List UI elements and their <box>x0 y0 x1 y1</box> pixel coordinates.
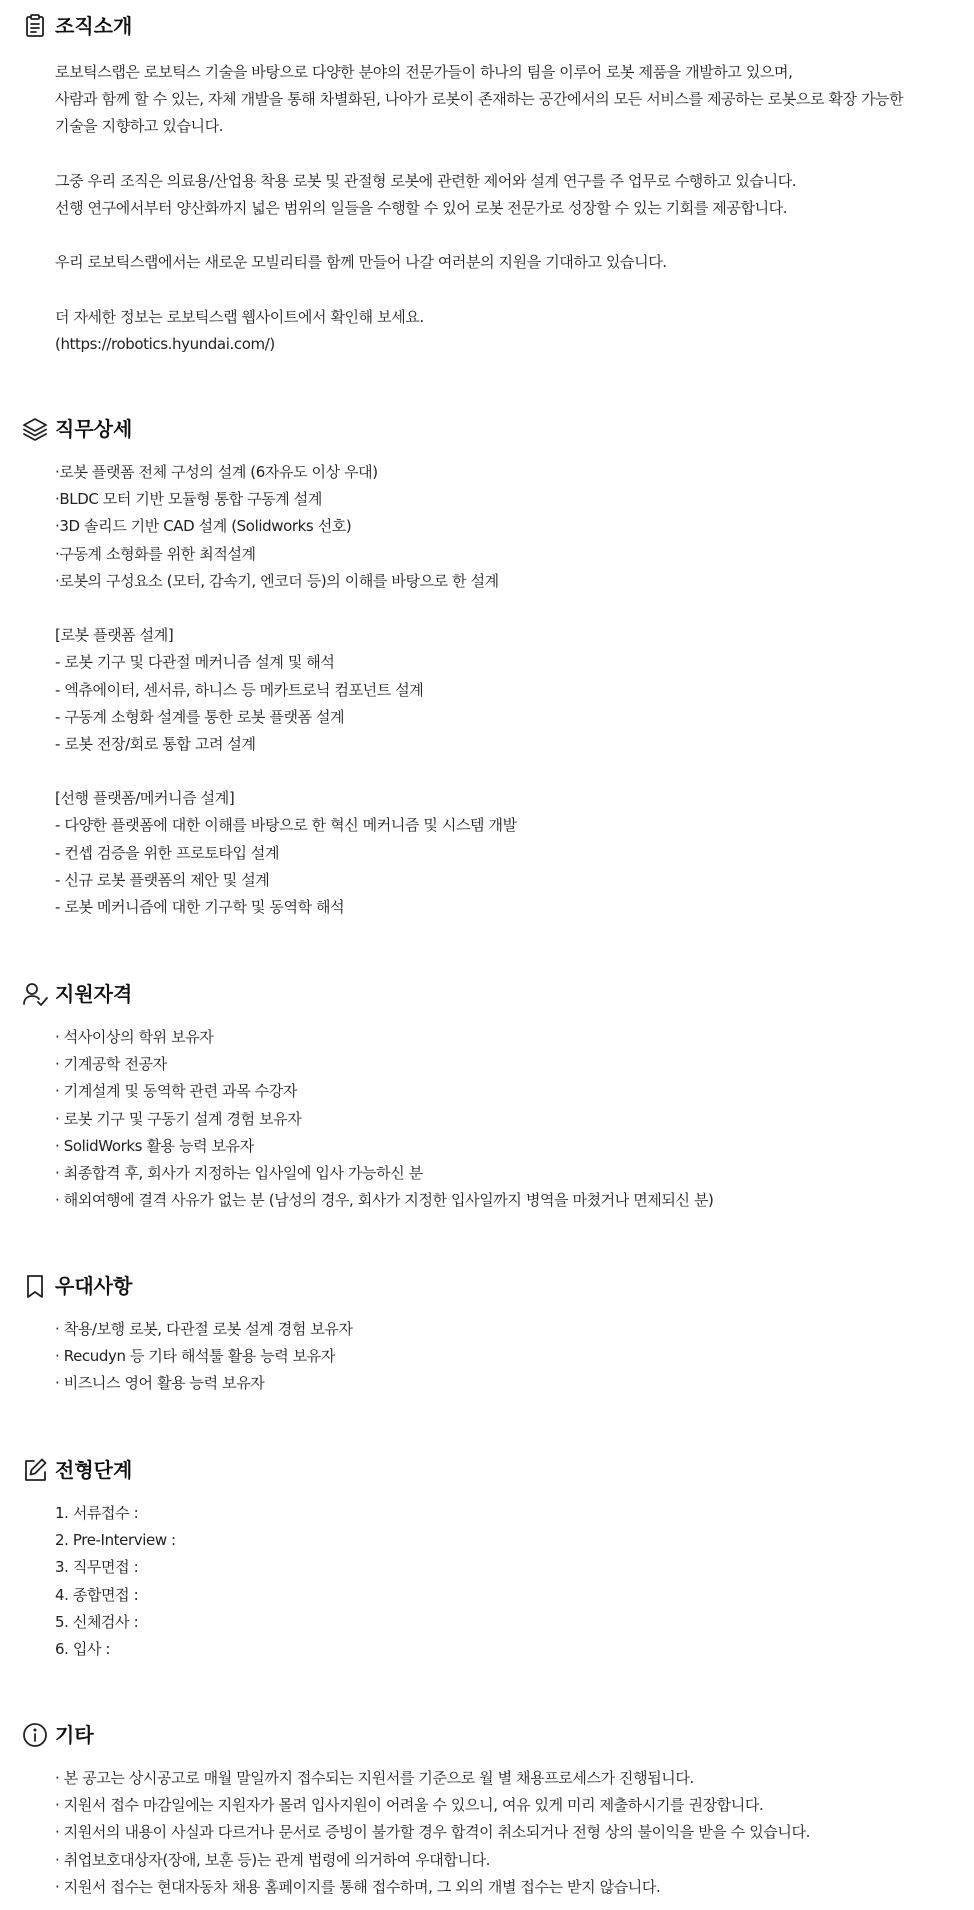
text-line: 더 자세한 정보는 로보틱스랩 웹사이트에서 확인해 보세요. <box>55 307 424 326</box>
section-preferred <box>0 1271 974 1393</box>
list-item: · 취업보호대상자(장애, 보훈 등)는 관계 법령에 의거하여 우대합니다. <box>55 1850 491 1869</box>
section-body <box>55 59 965 358</box>
list-item: · 석사이상의 학위 보유자 <box>55 1028 214 1046</box>
section-body <box>55 1765 965 1901</box>
section-title: 조직소개 <box>55 14 133 38</box>
blank-line <box>55 277 965 304</box>
blank-line <box>55 222 965 249</box>
info-icon <box>22 1722 48 1748</box>
list-item: · SolidWorks 활용 능력 보유자 <box>55 1136 254 1155</box>
list-item: · 최종합격 후, 회사가 지정하는 입사일에 입사 가능하신 분 <box>55 1163 423 1182</box>
list-item: · Recudyn 등 기타 해석툴 활용 능력 보유자 <box>55 1347 335 1366</box>
section-preferred-header <box>0 1271 974 1303</box>
user-check-icon <box>22 981 48 1007</box>
text-line: ·BLDC 모터 기반 모듈형 통합 구동계 설계 <box>55 490 322 509</box>
section-org <box>0 11 974 353</box>
section-title: 직무상세 <box>55 417 133 441</box>
list-item: · 지원서의 내용이 사실과 다르거나 문서로 증빙이 불가할 경우 합격이 취소되거나 전형 상의 불이익을 받을 수 있습니다. <box>55 1823 810 1842</box>
text-line: - 로봇 기구 및 다관절 메커니즘 설계 및 해석 <box>55 653 335 672</box>
blank-line <box>55 758 965 785</box>
text-line: - 다양한 플랫폼에 대한 이해를 바탕으로 한 혁신 메커니즘 및 시스템 개발 <box>55 816 517 835</box>
text-line: - 신규 로봇 플랫폼의 제안 및 설계 <box>55 870 270 889</box>
text-line: - 엑츄에이터, 센서류, 하니스 등 메카트로닉 컴포넌트 설계 <box>55 680 424 699</box>
text-line: 그중 우리 조직은 의료용/산업용 착용 로봇 및 관절형 로봇에 관련한 제어와 설계 연구를 주 업무로 수행하고 있습니다. <box>55 171 797 190</box>
text-line: ·로봇 플랫폼 전체 구성의 설계 (6자유도 이상 우대) <box>55 463 378 481</box>
list-item: · 착용/보행 로봇, 다관절 로봇 설계 경험 보유자 <box>55 1320 353 1338</box>
list-item: 5. 신체검사 : <box>55 1612 139 1631</box>
list-item: 3. 직무면접 : <box>55 1558 139 1577</box>
section-etc-header <box>0 1720 974 1752</box>
list-item: · 본 공고는 상시공고로 매월 말일까지 접수되는 지원서를 기준으로 월 별 채용프로세스가 진행됩니다. <box>55 1769 694 1787</box>
clipboard-icon <box>22 13 48 39</box>
list-item: · 비즈니스 영어 활용 능력 보유자 <box>55 1374 265 1393</box>
section-duty-header <box>0 414 974 446</box>
text-line: 기술을 지향하고 있습니다. <box>55 117 224 136</box>
text-line: 로보틱스랩은 로보틱스 기술을 바탕으로 다양한 분야의 전문가들이 하나의 팀을 이루어 로봇 제품을 개발하고 있으며, <box>55 63 793 81</box>
section-qualifications-header <box>0 979 974 1011</box>
layers-icon <box>22 416 48 442</box>
text-line: 선행 연구에서부터 양산화까지 넓은 범위의 일들을 수행할 수 있어 로봇 전문가로 성장할 수 있는 기회를 제공합니다. <box>55 198 788 217</box>
section-process <box>0 1455 974 1658</box>
text-line: [선행 플랫폼/메커니즘 설계] <box>55 789 235 808</box>
section-body <box>55 1316 965 1398</box>
section-etc <box>0 1720 974 1896</box>
text-line: [로봇 플랫폼 설계] <box>55 626 174 645</box>
section-org-header <box>0 11 974 43</box>
text-line: ·구동계 소형화를 위한 최적설계 <box>55 544 256 563</box>
section-title: 지원자격 <box>55 982 133 1006</box>
blank-line <box>55 595 965 622</box>
list-item: 4. 종합면접 : <box>55 1585 139 1604</box>
section-qualifications <box>0 979 974 1210</box>
section-title: 전형단계 <box>55 1458 133 1482</box>
text-line: ·3D 솔리드 기반 CAD 설계 (Solidworks 선호) <box>55 517 352 536</box>
website-link[interactable]: (https://robotics.hyundai.com/) <box>55 334 275 353</box>
list-item: 2. Pre-Interview : <box>55 1531 176 1550</box>
section-body <box>55 1024 965 1214</box>
section-body <box>55 459 965 921</box>
section-body <box>55 1500 965 1663</box>
text-line: 사람과 함께 할 수 있는, 자체 개발을 통해 차별화된, 나아가 로봇이 존재하는 공간에서의 모든 서비스를 제공하는 로봇으로 확장 가능한 <box>55 90 904 109</box>
blank-line <box>55 141 965 168</box>
list-item: · 해외여행에 결격 사유가 없는 분 (남성의 경우, 회사가 지정한 입사일까지 병역을 마쳤거나 면제되신 분) <box>55 1191 714 1210</box>
section-process-header <box>0 1455 974 1487</box>
bookmark-icon <box>22 1273 48 1299</box>
section-title: 기타 <box>55 1723 94 1747</box>
list-item: 6. 입사 : <box>55 1639 111 1658</box>
section-title: 우대사항 <box>55 1274 133 1298</box>
list-item: 1. 서류접수 : <box>55 1504 139 1522</box>
text-line: - 로봇 전장/회로 통합 고려 설계 <box>55 734 256 753</box>
list-item: · 로봇 기구 및 구동기 설계 경험 보유자 <box>55 1109 302 1128</box>
list-item: · 기계설계 및 동역학 관련 과목 수강자 <box>55 1082 297 1101</box>
text-line: - 컨셉 검증을 위한 프로토타입 설계 <box>55 843 280 862</box>
text-line: - 로봇 메커니즘에 대한 기구학 및 동역학 해석 <box>55 898 345 916</box>
text-line: 우리 로보틱스랩에서는 새로운 모빌리티를 함께 만들어 나갈 여러분의 지원을 기대하고 있습니다. <box>55 253 667 272</box>
list-item: · 기계공학 전공자 <box>55 1055 167 1074</box>
list-item: · 지원서 접수 마감일에는 지원자가 몰려 입사지원이 어려울 수 있으니, 여유 있게 미리 제출하시기를 권장합니다. <box>55 1796 764 1815</box>
list-item: · 지원서 접수는 현대자동차 채용 홈페이지를 통해 접수하며, 그 외의 개별 접수는 받지 않습니다. <box>55 1877 661 1896</box>
section-duty <box>0 414 974 916</box>
text-line: ·로봇의 구성요소 (모터, 감속기, 엔코더 등)의 이해를 바탕으로 한 설계 <box>55 571 499 590</box>
text-line: - 구동계 소형화 설계를 통한 로봇 플랫폼 설계 <box>55 707 345 726</box>
edit-icon <box>22 1457 48 1483</box>
